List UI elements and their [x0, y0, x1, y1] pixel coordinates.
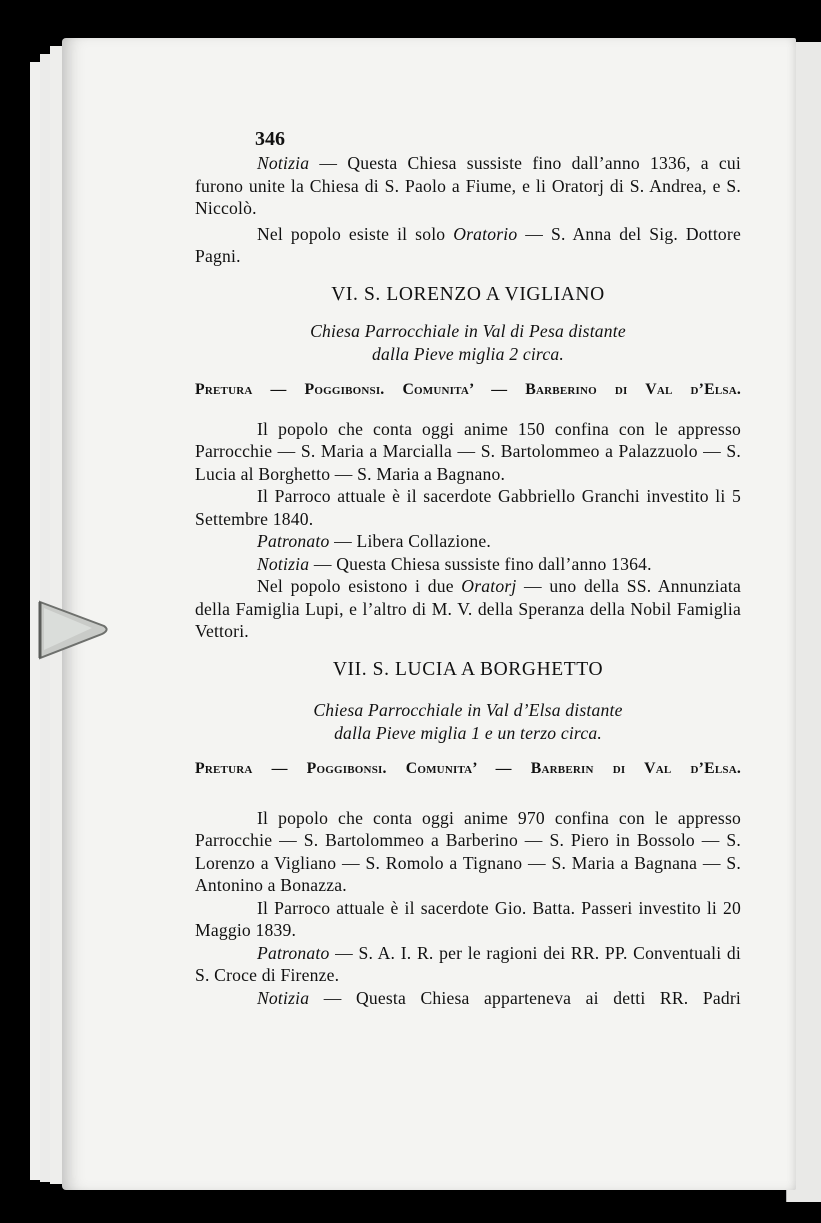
pretura-line: Pretura — Poggibonsi. Comunita’ — Barberino di Val d’Elsa. [195, 381, 741, 398]
paragraph-text: — S. A. I. R. per le ragioni dei RR. PP. Conventuali di S. Croce di Firenze. [195, 942, 741, 985]
paragraph-text: — Libera Collazione. [329, 531, 492, 551]
page-text [195, 152, 741, 1009]
pretura-line: Pretura — Poggibonsi. Comunita’ — Barberin di Val d’Elsa. [195, 760, 741, 777]
notizia-label: Notizia [257, 553, 310, 574]
notizia-label: Notizia [257, 153, 310, 173]
section-subtitle: Chiesa Parrocchiale in Val d’Elsa distante [313, 700, 623, 720]
section-subtitle: dalla Pieve miglia 2 circa. [372, 343, 564, 364]
page-number: 346 [255, 128, 285, 150]
paragraph-text: — Questa Chiesa sussiste fino dall’anno 1336, a cui furono unite la Chiesa di S. Paolo a Fiume, e li Oratorj di S. Andrea, e S. Niccolò. [195, 153, 741, 218]
oratorj-label: Oratorj [461, 576, 517, 596]
patronato-label: Patronato [257, 531, 330, 551]
section-subtitle: dalla Pieve miglia 1 e un terzo circa. [334, 722, 602, 743]
paragraph-text: — Questa Chiesa sussiste fino dall’anno 1364. [309, 553, 652, 574]
page-clip-tab[interactable] [30, 598, 110, 662]
paragraph [195, 553, 741, 576]
section-subtitle: Chiesa Parrocchiale in Val di Pesa distante [310, 321, 626, 341]
paragraph [195, 223, 741, 268]
section-heading-vii: VII. S. LUCIA A BORGHETTO [332, 658, 604, 680]
paragraph [195, 942, 741, 987]
patronato-label: Patronato [257, 942, 330, 963]
paragraph [195, 152, 741, 220]
paragraph: Il popolo che conta oggi anime 150 confina con le appresso Parrocchie — S. Maria a Marcialla — S. Bartolommeo a Palazzuolo — S. Lucia al Borghetto — S. Maria a Bagnano. [195, 418, 741, 484]
paragraph [195, 530, 741, 553]
oratorio-label: Oratorio [453, 223, 518, 244]
paragraph: Il popolo che conta oggi anime 970 confina con le appresso Parrocchie — S. Bartolommeo a Barberino — S. Piero in Bossolo — S. Lorenzo a Vigliano — S. Romolo a Tignano — S. Maria a Bagnana — S. Antonino a Bonazza. [195, 807, 741, 895]
section-heading-vi: VI. S. LORENZO A VIGLIANO [331, 283, 605, 305]
text-run: Nel popolo esistono i due [257, 576, 462, 596]
paragraph-text: — Questa Chiesa apparteneva ai detti RR. Padri [309, 987, 741, 1008]
paragraph: Il Parroco attuale è il sacerdote Gabbriello Granchi investito li 5 Settembre 1840. [195, 486, 741, 529]
text-run: — S. Anna del Sig. Dottore Pagni. [195, 223, 741, 266]
text-run: — uno della SS. Annunziata della Famiglia Lupi, e l’altro di M. V. della Speranza della Nobil Famiglia Vettori. [195, 576, 741, 641]
paragraph [195, 575, 741, 643]
text-run: Nel popolo esiste il solo [257, 223, 454, 244]
notizia-label: Notizia [257, 987, 310, 1008]
paragraph [195, 987, 741, 1010]
paragraph: Il Parroco attuale è il sacerdote Gio. Batta. Passeri investito li 20 Maggio 1839. [195, 897, 741, 940]
